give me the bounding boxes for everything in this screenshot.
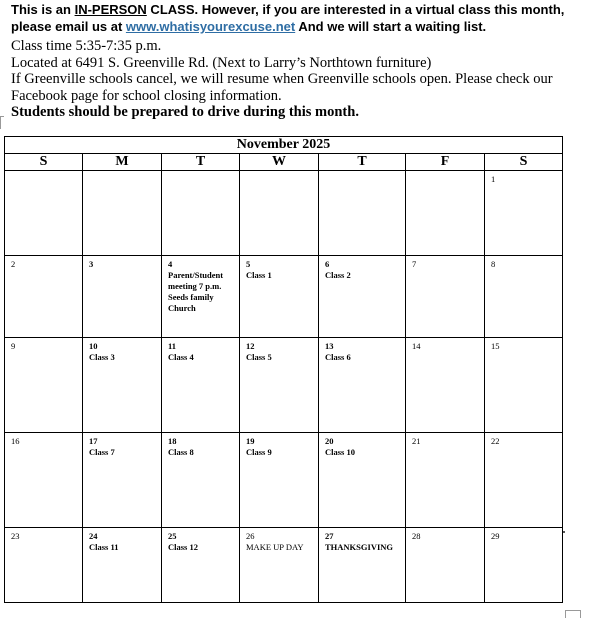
day-cell	[485, 433, 563, 528]
day-cell	[240, 256, 319, 338]
drive-note: Students should be prepared to drive during this month.	[11, 104, 359, 120]
event-text: Class 2	[325, 270, 351, 280]
event-text: Class 5	[246, 352, 272, 362]
event-text: meeting 7 p.m.	[168, 281, 222, 291]
day-cell	[162, 528, 240, 603]
day-cell	[162, 256, 240, 338]
day-number: 19	[246, 436, 255, 446]
day-cell	[240, 171, 319, 256]
day-cell	[485, 528, 563, 603]
day-number: 29	[491, 531, 500, 541]
event-text: Class 11	[89, 542, 119, 552]
day-number: 28	[412, 531, 421, 541]
in-person-notice	[11, 1, 601, 35]
event-text: Class 4	[168, 352, 194, 362]
week-row	[5, 433, 563, 528]
day-number: 10	[89, 341, 98, 351]
day-cell	[319, 433, 406, 528]
day-number: 20	[325, 436, 334, 446]
day-number: 6	[325, 259, 330, 269]
week-row	[5, 338, 563, 433]
day-cell	[162, 338, 240, 433]
notice-line-2	[11, 18, 601, 35]
day-number: 1	[491, 174, 496, 184]
day-number: 14	[412, 341, 421, 351]
day-cell	[406, 171, 485, 256]
email-prompt: please email us at	[11, 19, 126, 34]
weekday-header: T	[319, 154, 406, 171]
day-number: 15	[491, 341, 500, 351]
day-number: 26	[246, 531, 255, 541]
event-text: Parent/Student	[168, 270, 224, 280]
day-cell	[83, 171, 162, 256]
event-text: Class 7	[89, 447, 115, 457]
day-cell	[83, 256, 162, 338]
day-number: 21	[412, 436, 421, 446]
day-cell	[406, 528, 485, 603]
day-cell	[5, 528, 83, 603]
event-text: Class 8	[168, 447, 194, 457]
day-cell	[319, 171, 406, 256]
day-number: 12	[246, 341, 255, 351]
day-cell	[5, 433, 83, 528]
weekday-header-row	[5, 154, 563, 171]
day-cell	[5, 338, 83, 433]
event-text: Class 6	[325, 352, 351, 362]
day-cell	[5, 256, 83, 338]
weekday-header: S	[485, 154, 563, 171]
day-number: 23	[11, 531, 20, 541]
table-anchor-mark	[0, 116, 4, 129]
event-text: Seeds family	[168, 292, 214, 302]
day-cell	[319, 338, 406, 433]
day-number: 7	[412, 259, 417, 269]
notice-text-pre: This is an	[11, 2, 75, 17]
week-row	[5, 256, 563, 338]
day-cell	[240, 338, 319, 433]
class-location: Located at 6491 S. Greenville Rd. (Next to Larry’s Northtown furniture)	[11, 54, 432, 71]
weekday-header: W	[240, 154, 319, 171]
class-info	[11, 38, 601, 121]
week-row	[5, 528, 563, 603]
day-cell	[485, 256, 563, 338]
day-number: 16	[11, 436, 20, 446]
margin-dot	[563, 531, 565, 533]
day-number: 3	[89, 259, 94, 269]
day-number: 8	[491, 259, 496, 269]
day-cell	[5, 171, 83, 256]
calendar-table	[4, 136, 563, 603]
event-text: Class 1	[246, 270, 272, 280]
day-number: 27	[325, 531, 334, 541]
day-cell	[406, 433, 485, 528]
day-cell	[319, 528, 406, 603]
event-text: THANKSGIVING	[325, 542, 394, 552]
day-cell	[83, 338, 162, 433]
website-link[interactable]: www.whatisyourexcuse.net	[125, 19, 296, 34]
day-number: 5	[246, 259, 251, 269]
day-number: 4	[168, 259, 173, 269]
day-cell	[162, 433, 240, 528]
waiting-list-text: And we will start a waiting list.	[295, 19, 487, 34]
event-text: Class 12	[168, 542, 198, 552]
weekday-header: S	[5, 154, 83, 171]
event-text: Class 9	[246, 447, 272, 457]
day-cell	[162, 171, 240, 256]
day-cell	[83, 433, 162, 528]
day-cell	[240, 433, 319, 528]
day-cell	[485, 171, 563, 256]
event-text: Church	[168, 303, 196, 313]
weekday-header: M	[83, 154, 162, 171]
day-number: 11	[168, 341, 177, 351]
day-cell	[485, 338, 563, 433]
in-person-label: IN-PERSON	[74, 2, 147, 17]
weekday-header: T	[162, 154, 240, 171]
notice-line-1	[11, 1, 601, 18]
closing-policy: If Greenville schools cancel, we will resume when Greenville schools open. Please check our Facebook page for school closing information.	[11, 71, 553, 104]
week-row	[5, 171, 563, 256]
day-number: 24	[89, 531, 98, 541]
day-cell	[406, 256, 485, 338]
day-cell	[83, 528, 162, 603]
weekday-header: F	[406, 154, 485, 171]
event-text: MAKE UP DAY	[246, 542, 304, 552]
day-number: 18	[168, 436, 177, 446]
day-cell	[240, 528, 319, 603]
calendar-title: November 2025	[5, 137, 563, 154]
day-number: 9	[11, 341, 16, 351]
notice-text-post: CLASS. However, if you are interested in a virtual class this month,	[146, 2, 565, 17]
day-number: 17	[89, 436, 98, 446]
day-cell	[319, 256, 406, 338]
day-number: 25	[168, 531, 177, 541]
day-number: 13	[325, 341, 334, 351]
class-time: Class time 5:35-7:35 p.m.	[11, 38, 162, 54]
event-text: Class 10	[325, 447, 355, 457]
event-text: Class 3	[89, 352, 115, 362]
day-number: 22	[491, 436, 500, 446]
day-cell	[406, 338, 485, 433]
day-number: 2	[11, 259, 16, 269]
